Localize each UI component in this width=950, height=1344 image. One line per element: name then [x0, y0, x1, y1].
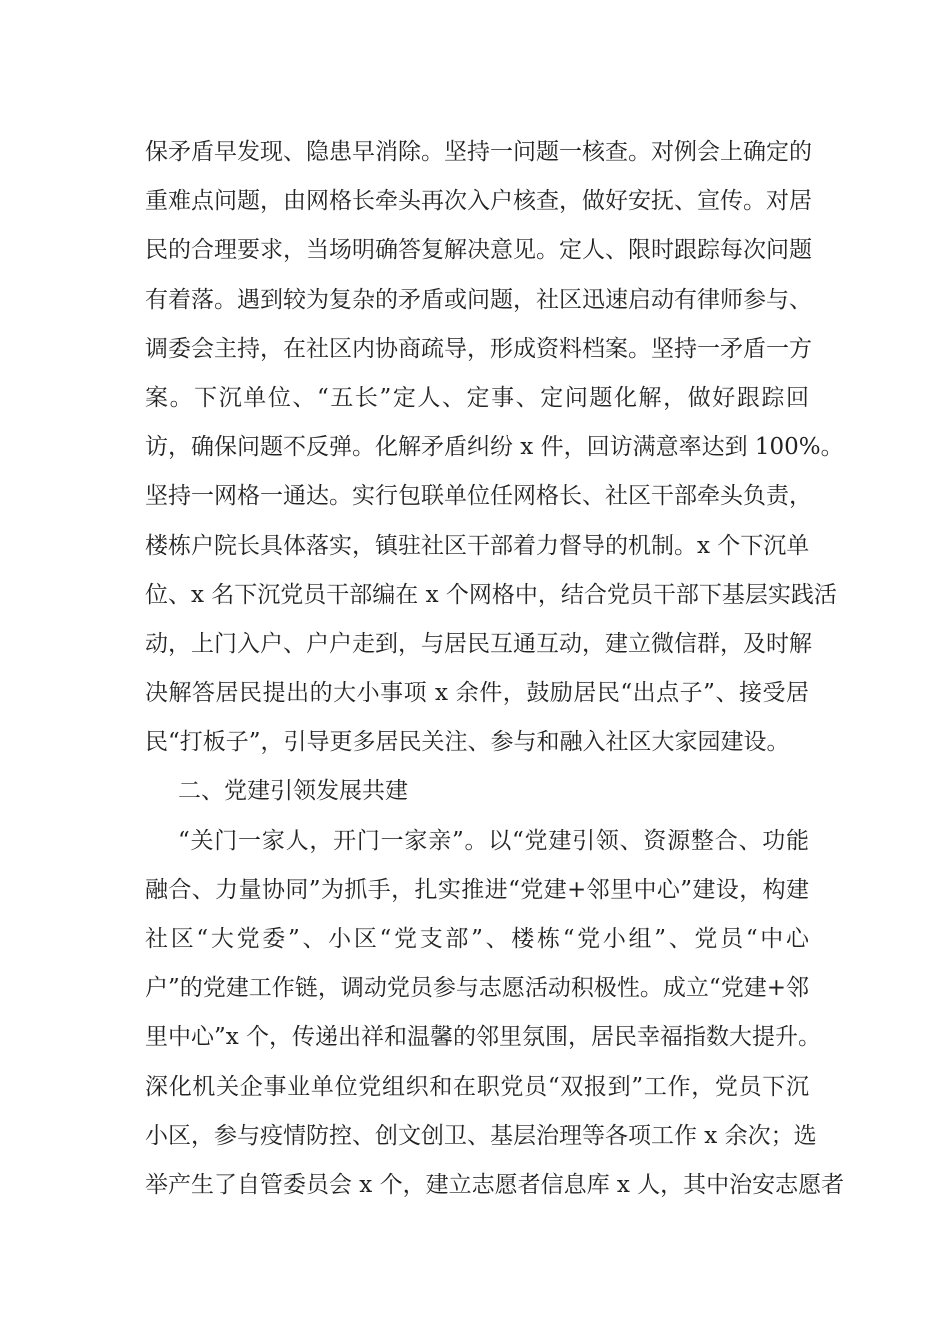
- section-heading: 二、党建引领发展共建: [178, 778, 408, 805]
- text-line: 保矛盾早发现、隐患早消除。坚持一问题一核查。对例会上确定的: [145, 139, 812, 165]
- text-line: 举产生了自管委员会 x 个，建立志愿者信息库 x 人，其中治安志愿者: [145, 1171, 845, 1198]
- text-line: 坚持一网格一通达。实行包联单位任网格长、社区干部牵头负责，: [145, 483, 812, 510]
- text-line: “关门一家人，开门一家亲”。以“党建引领、资源整合、功能: [178, 827, 809, 854]
- text-line: 里中心”x 个，传递出祥和温馨的邻里氛围，居民幸福指数大提升。: [145, 1024, 822, 1051]
- text-line: 融合、力量协同”为抓手，扎实推进“党建+邻里中心”建设，构建: [145, 876, 809, 903]
- text-line: 社区“大党委”、小区“党支部”、楼栋“党小组”、党员“中心: [145, 926, 809, 952]
- text-line: 动，上门入户、户户走到，与居民互通互动，建立微信群，及时解: [145, 630, 812, 657]
- text-line: 户”的党建工作链，调动党员参与志愿活动积极性。成立“党建+邻: [145, 975, 809, 1002]
- text-line: 调委会主持，在社区内协商疏导，形成资料档案。坚持一矛盾一方: [145, 335, 812, 362]
- text-line: 案。下沉单位、“五长”定人、定事、定问题化解，做好跟踪回: [145, 384, 809, 411]
- text-line: 决解答居民提出的大小事项 x 余件，鼓励居民“出点子”、接受居: [145, 680, 809, 707]
- text-line: 民的合理要求，当场明确答复解决意见。定人、限时跟踪每次问题: [145, 237, 812, 264]
- text-line: 深化机关企事业单位党组织和在职党员“双报到”工作，党员下沉: [145, 1073, 809, 1100]
- text-line: 重难点问题，由网格长牵头再次入户核查，做好安抚、宣传。对居: [145, 188, 812, 215]
- text-line: 有着落。遇到较为复杂的矛盾或问题，社区迅速启动有律师参与、: [145, 286, 812, 313]
- text-line: 位、x 名下沉党员干部编在 x 个网格中，结合党员干部下基层实践活: [145, 581, 837, 608]
- body-text: [145, 128, 845, 1210]
- text-line: 访，确保问题不反弹。化解矛盾纠纷 x 件，回访满意率达到 100%。: [145, 434, 844, 461]
- text-line: 小区，参与疫情防控、创文创卫、基层治理等各项工作 x 余次；选: [145, 1122, 817, 1149]
- text-line: 民“打板子”，引导更多居民关注、参与和融入社区大家园建设。: [145, 729, 790, 756]
- text-line: 楼栋户院长具体落实，镇驻社区干部着力督导的机制。x 个下沉单: [145, 532, 810, 559]
